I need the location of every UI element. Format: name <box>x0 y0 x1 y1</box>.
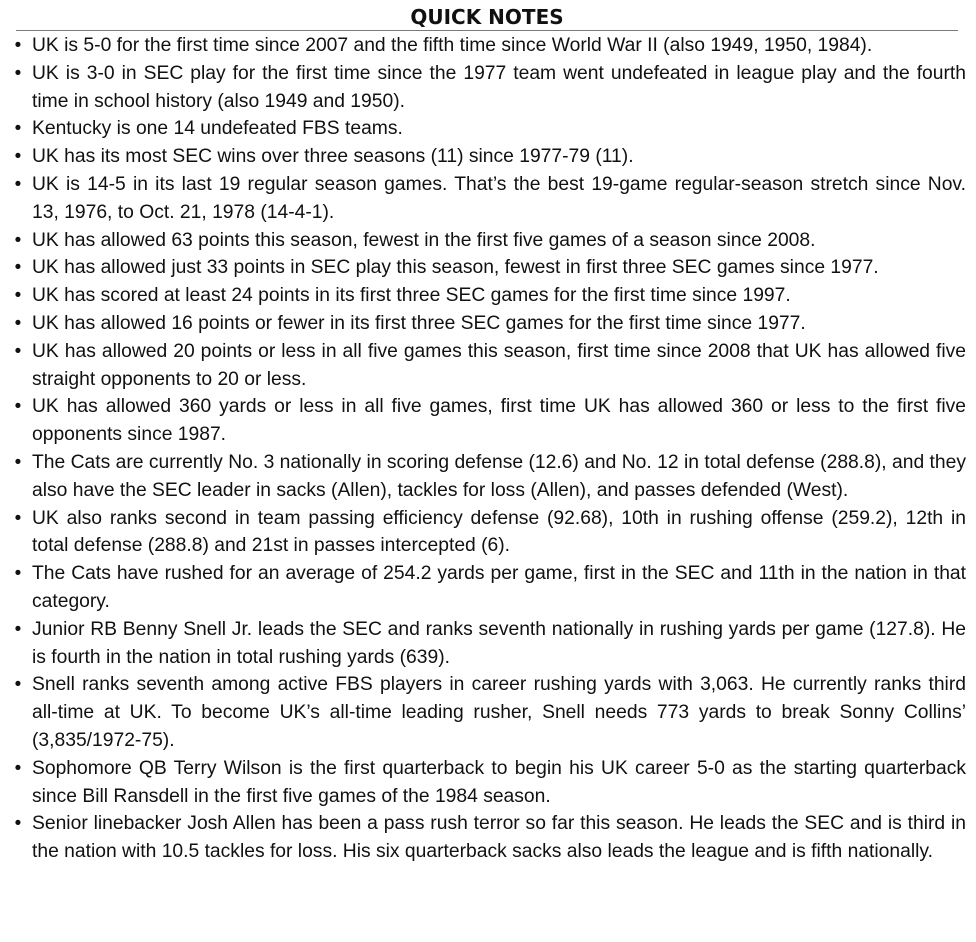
note-text: UK also ranks second in team passing efficiency defense (92.68), 10th in rushing offense (259.2), 12th in total defense (288.8) and 21st in passes intercepted (6). <box>32 507 966 557</box>
note-text: The Cats have rushed for an average of 254.2 yards per game, first in the SEC and 11th in the nation in that category. <box>32 563 966 612</box>
bullet-icon: • <box>14 285 22 307</box>
note-text: UK has scored at least 24 points in its first three SEC games for the first time since 1997. <box>32 285 791 307</box>
bullet-icon: • <box>14 674 22 696</box>
bullet-icon: • <box>14 507 22 529</box>
bullet-icon: • <box>14 451 22 473</box>
note-text: UK has allowed just 33 points in SEC play this season, fewest in first three SEC games since 1977. <box>32 257 879 279</box>
list-item <box>8 560 968 616</box>
list-item <box>8 310 968 338</box>
bullet-icon: • <box>14 563 22 585</box>
list-item <box>8 810 968 866</box>
note-text: UK is 3-0 in SEC play for the first time since the 1977 team went undefeated in league play and the fourth time in school history (also 1949 and 1950). <box>32 62 966 112</box>
note-text: Junior RB Benny Snell Jr. leads the SEC and ranks seventh nationally in rushing yards per game (127.8). He is fourth in the nation in total rushing yards (639). <box>32 618 966 668</box>
list-item <box>8 449 968 505</box>
bullet-icon: • <box>14 757 22 779</box>
bullet-icon: • <box>14 618 22 640</box>
list-item <box>8 505 968 561</box>
note-text: UK is 5-0 for the first time since 2007 and the fifth time since World War II (also 1949, 1950, 1984). <box>32 35 873 56</box>
note-text: UK has allowed 16 points or fewer in its first three SEC games for the first time since 1977. <box>32 312 806 334</box>
list-item <box>8 32 968 60</box>
list-item <box>8 115 968 143</box>
bullet-icon: • <box>14 62 22 84</box>
note-text: UK has allowed 63 points this season, fewest in the first five games of a season since 2008. <box>32 229 816 251</box>
list-item <box>8 671 968 754</box>
note-text: Sophomore QB Terry Wilson is the first quarterback to begin his UK career 5-0 as the starting quarterback since Bill Ransdell in the first five games of the 1984 season. <box>32 757 966 807</box>
note-text: UK has allowed 20 points or less in all five games this season, first time since 2008 that UK has allowed five straight opponents to 20 or less. <box>32 340 966 390</box>
list-item <box>8 171 968 227</box>
note-text: Kentucky is one 14 undefeated FBS teams. <box>32 118 403 140</box>
list-item <box>8 393 968 449</box>
bullet-icon: • <box>14 173 22 195</box>
notes-list <box>8 32 968 866</box>
bullet-icon: • <box>14 118 22 140</box>
bullet-icon: • <box>14 146 22 168</box>
bullet-icon: • <box>14 396 22 418</box>
note-text: Snell ranks seventh among active FBS players in career rushing yards with 3,063. He currently ranks third all-time at UK. To become UK’s all-time leading rusher, Snell needs 773 yards to break Sonny Collins’ (3,835/1972-75). <box>32 674 966 751</box>
bullet-icon: • <box>14 229 22 251</box>
list-item <box>8 227 968 255</box>
note-text: Senior linebacker Josh Allen has been a pass rush terror so far this season. He leads the SEC and is third in the nation with 10.5 tackles for loss. His six quarterback sacks also leads the league and is fifth nationally. <box>32 813 966 863</box>
note-text: UK is 14-5 in its last 19 regular season games. That’s the best 19-game regular-season stretch since Nov. 13, 1976, to Oct. 21, 1978 (14-4-1). <box>32 173 966 223</box>
list-item <box>8 60 968 116</box>
note-text: The Cats are currently No. 3 nationally in scoring defense (12.6) and No. 12 in total defense (288.8), and they also have the SEC leader in sacks (Allen), tackles for loss (Allen), and passes defended (West). <box>32 451 966 501</box>
bullet-icon: • <box>14 312 22 334</box>
list-item <box>8 282 968 310</box>
bullet-icon: • <box>14 257 22 279</box>
bullet-icon: • <box>14 340 22 362</box>
list-item <box>8 616 968 672</box>
list-item <box>8 143 968 171</box>
list-item <box>8 254 968 282</box>
note-text: UK has its most SEC wins over three seasons (11) since 1977-79 (11). <box>32 146 634 168</box>
list-item <box>8 338 968 394</box>
list-item <box>8 755 968 811</box>
bullet-icon: • <box>14 35 22 56</box>
note-text: UK has allowed 360 yards or less in all five games, first time UK has allowed 360 or less to the first five opponents since 1987. <box>32 396 966 446</box>
bullet-icon: • <box>14 813 22 835</box>
page-title: QUICK NOTES <box>16 5 958 31</box>
